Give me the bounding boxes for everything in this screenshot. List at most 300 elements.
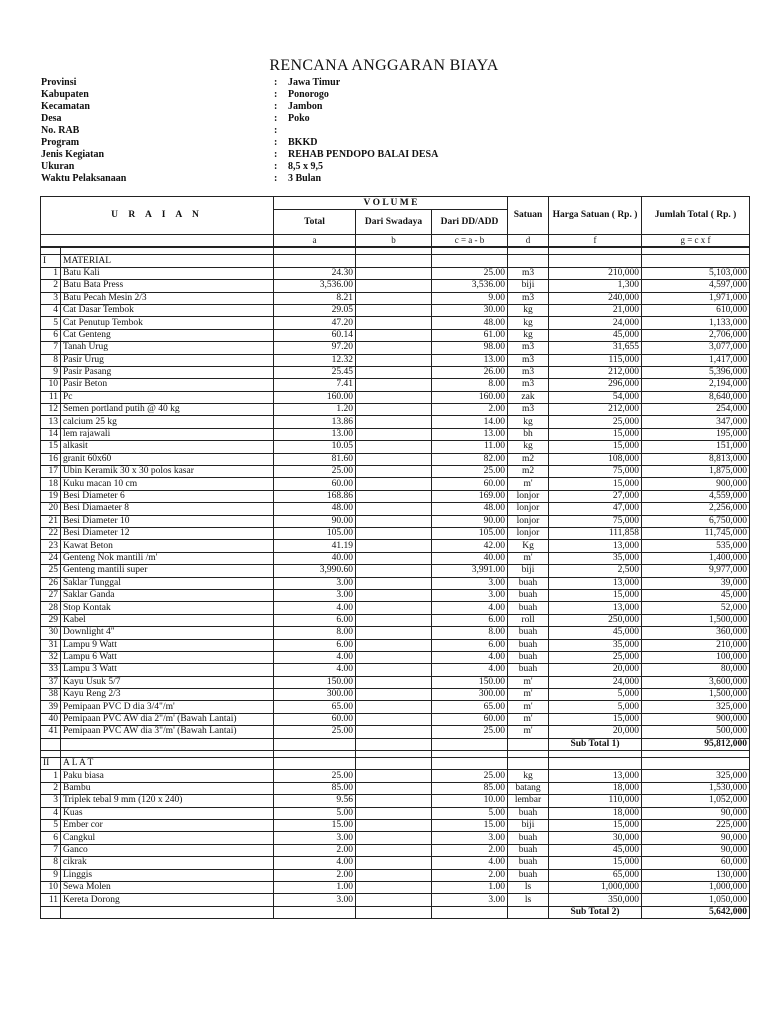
item-jumlah: 90,000 (642, 844, 750, 856)
item-dd: 30.00 (432, 304, 508, 316)
item-dd: 4.00 (432, 602, 508, 614)
item-dd: 40.00 (432, 552, 508, 564)
spacer-cell (642, 751, 750, 758)
subtotal-row (41, 906, 750, 918)
item-no: 38 (41, 689, 61, 701)
item-no: 14 (41, 428, 61, 440)
item-jumlah: 3,600,000 (642, 676, 750, 688)
item-total: 3,536.00 (274, 280, 356, 292)
item-total: 3.00 (274, 894, 356, 906)
item-dd: 25.00 (432, 770, 508, 782)
item-dd: 4.00 (432, 664, 508, 676)
item-total: 168.86 (274, 490, 356, 502)
spacer-cell (356, 751, 432, 758)
item-satuan: buah (508, 664, 549, 676)
item-uraian: Ubin Keramik 30 x 30 polos kasar (61, 466, 274, 478)
item-jumlah: 210,000 (642, 639, 750, 651)
item-dd: 90.00 (432, 515, 508, 527)
item-swadaya (356, 795, 432, 807)
header-letter: b (356, 235, 432, 248)
item-no: 8 (41, 857, 61, 869)
item-harga: 25,000 (549, 416, 642, 428)
item-dd: 42.00 (432, 540, 508, 552)
item-harga: 75,000 (549, 466, 642, 478)
item-satuan: kg (508, 416, 549, 428)
table-row (41, 782, 750, 794)
table-row (41, 627, 750, 639)
header-dari-swadaya: Dari Swadaya (356, 210, 432, 235)
item-dd: 4.00 (432, 857, 508, 869)
info-value: 8,5 x 9,5 (288, 161, 323, 172)
item-uraian: Batu Pecah Mesin 2/3 (61, 292, 274, 304)
item-harga: 47,000 (549, 503, 642, 515)
item-harga: 20,000 (549, 664, 642, 676)
empty-cell (549, 758, 642, 770)
item-dd: 10.00 (432, 795, 508, 807)
item-swadaya (356, 565, 432, 577)
item-uraian: Pemipaan PVC AW dia 3"/m' (Bawah Lantai) (61, 726, 274, 738)
item-satuan: m' (508, 689, 549, 701)
header-letter: g = c x f (642, 235, 750, 248)
item-uraian: cikrak (61, 857, 274, 869)
header-harga-satuan: Harga Satuan ( Rp. ) (549, 197, 642, 235)
table-row (41, 676, 750, 688)
empty-cell (41, 738, 61, 750)
item-harga: 2,500 (549, 565, 642, 577)
item-total: 10.05 (274, 441, 356, 453)
item-total: 65.00 (274, 701, 356, 713)
table-row (41, 503, 750, 515)
item-swadaya (356, 441, 432, 453)
item-dd: 48.00 (432, 317, 508, 329)
item-harga: 111,858 (549, 527, 642, 539)
item-swadaya (356, 819, 432, 831)
item-dd: 3.00 (432, 832, 508, 844)
item-harga: 210,000 (549, 267, 642, 279)
item-dd: 169.00 (432, 490, 508, 502)
item-uraian: Pasir Urug (61, 354, 274, 366)
item-dd: 98.00 (432, 342, 508, 354)
item-swadaya (356, 857, 432, 869)
item-jumlah: 1,000,000 (642, 881, 750, 893)
item-swadaya (356, 689, 432, 701)
item-harga: 21,000 (549, 304, 642, 316)
item-jumlah: 225,000 (642, 819, 750, 831)
item-total: 3.00 (274, 832, 356, 844)
item-dd: 6.00 (432, 639, 508, 651)
item-dd: 4.00 (432, 651, 508, 663)
info-colon: : (274, 113, 278, 124)
item-swadaya (356, 317, 432, 329)
item-total: 13.00 (274, 428, 356, 440)
item-no: 9 (41, 869, 61, 881)
item-dd: 3.00 (432, 894, 508, 906)
item-harga: 18,000 (549, 782, 642, 794)
info-value: 3 Bulan (288, 173, 322, 184)
header-uraian: U R A I A N (41, 197, 274, 235)
item-swadaya (356, 881, 432, 893)
info-colon: : (274, 101, 278, 112)
item-harga: 35,000 (549, 639, 642, 651)
item-satuan: lonjor (508, 527, 549, 539)
item-dd: 82.00 (432, 453, 508, 465)
item-no: 1 (41, 267, 61, 279)
table-row (41, 651, 750, 663)
item-swadaya (356, 770, 432, 782)
empty-cell (274, 738, 356, 750)
item-uraian: Pasir Beton (61, 379, 274, 391)
item-satuan: m3 (508, 342, 549, 354)
item-no: 10 (41, 881, 61, 893)
item-swadaya (356, 577, 432, 589)
info-colon: : (274, 125, 278, 136)
item-total: 47.20 (274, 317, 356, 329)
item-total: 60.14 (274, 329, 356, 341)
item-harga: 45,000 (549, 329, 642, 341)
table-row (41, 819, 750, 831)
table-row (41, 317, 750, 329)
info-value: Poko (288, 113, 310, 124)
item-uraian: Saklar Tunggal (61, 577, 274, 589)
item-swadaya (356, 627, 432, 639)
item-satuan: buah (508, 807, 549, 819)
item-satuan: buah (508, 844, 549, 856)
item-no: 25 (41, 565, 61, 577)
spacer-cell (508, 247, 549, 255)
item-swadaya (356, 366, 432, 378)
item-jumlah: 100,000 (642, 651, 750, 663)
item-satuan: kg (508, 441, 549, 453)
item-harga: 108,000 (549, 453, 642, 465)
item-dd: 48.00 (432, 503, 508, 515)
item-jumlah: 90,000 (642, 807, 750, 819)
item-satuan: m3 (508, 267, 549, 279)
item-harga: 13,000 (549, 602, 642, 614)
item-jumlah: 1,050,000 (642, 894, 750, 906)
item-satuan: m3 (508, 404, 549, 416)
item-harga: 1,300 (549, 280, 642, 292)
spacer-cell (549, 247, 642, 255)
empty-cell (356, 906, 432, 918)
item-uraian: Cat Dasar Tembok (61, 304, 274, 316)
table-row (41, 726, 750, 738)
empty-cell (274, 255, 356, 267)
item-satuan: m2 (508, 466, 549, 478)
item-total: 13.86 (274, 416, 356, 428)
item-satuan: buah (508, 869, 549, 881)
item-jumlah: 195,000 (642, 428, 750, 440)
item-satuan: kg (508, 329, 549, 341)
item-total: 2.00 (274, 844, 356, 856)
item-swadaya (356, 894, 432, 906)
item-dd: 5.00 (432, 807, 508, 819)
item-jumlah: 360,000 (642, 627, 750, 639)
header-letter: c = a - b (432, 235, 508, 248)
item-jumlah: 4,559,000 (642, 490, 750, 502)
item-satuan: buah (508, 832, 549, 844)
item-harga: 115,000 (549, 354, 642, 366)
item-harga: 25,000 (549, 651, 642, 663)
info-label: Jenis Kegiatan (41, 149, 105, 160)
item-satuan: ls (508, 881, 549, 893)
item-no: 24 (41, 552, 61, 564)
item-dd: 9.00 (432, 292, 508, 304)
item-uraian: calcium 25 kg (61, 416, 274, 428)
item-harga: 296,000 (549, 379, 642, 391)
item-dd: 160.00 (432, 391, 508, 403)
item-uraian: Bambu (61, 782, 274, 794)
item-total: 1.00 (274, 881, 356, 893)
header-total: Total (274, 210, 356, 235)
item-uraian: Batu Kali (61, 267, 274, 279)
info-colon: : (274, 77, 278, 88)
item-uraian: Kawat Beton (61, 540, 274, 552)
item-satuan: buah (508, 651, 549, 663)
item-jumlah: 1,500,000 (642, 614, 750, 626)
item-no: 4 (41, 304, 61, 316)
item-swadaya (356, 478, 432, 490)
item-total: 4.00 (274, 664, 356, 676)
item-jumlah: 1,133,000 (642, 317, 750, 329)
table-row (41, 689, 750, 701)
item-dd: 61.00 (432, 329, 508, 341)
item-no: 11 (41, 391, 61, 403)
item-uraian: Lampu 3 Watt (61, 664, 274, 676)
item-harga: 45,000 (549, 844, 642, 856)
item-uraian: Kuku macan 10 cm (61, 478, 274, 490)
item-no: 20 (41, 503, 61, 515)
item-dd: 105.00 (432, 527, 508, 539)
item-total: 60.00 (274, 713, 356, 725)
item-swadaya (356, 503, 432, 515)
table-row (41, 857, 750, 869)
item-total: 9.56 (274, 795, 356, 807)
item-total: 4.00 (274, 857, 356, 869)
item-swadaya (356, 832, 432, 844)
table-row (41, 869, 750, 881)
item-no: 37 (41, 676, 61, 688)
info-colon: : (274, 137, 278, 148)
item-jumlah: 151,000 (642, 441, 750, 453)
spacer-cell (549, 751, 642, 758)
item-total: 6.00 (274, 614, 356, 626)
empty-cell (274, 758, 356, 770)
item-satuan: m3 (508, 292, 549, 304)
table-row (41, 565, 750, 577)
table-row (41, 701, 750, 713)
item-dd: 2.00 (432, 404, 508, 416)
budget-table (40, 196, 750, 919)
item-harga: 20,000 (549, 726, 642, 738)
table-row (41, 577, 750, 589)
item-harga: 15,000 (549, 589, 642, 601)
item-uraian: Linggis (61, 869, 274, 881)
item-dd: 13.00 (432, 354, 508, 366)
section-roman: II (41, 758, 61, 770)
item-swadaya (356, 639, 432, 651)
item-satuan: m' (508, 726, 549, 738)
item-jumlah: 325,000 (642, 770, 750, 782)
empty-cell (356, 255, 432, 267)
item-dd: 65.00 (432, 701, 508, 713)
item-uraian: Genteng mantili super (61, 565, 274, 577)
item-harga: 35,000 (549, 552, 642, 564)
item-swadaya (356, 540, 432, 552)
item-jumlah: 80,000 (642, 664, 750, 676)
item-harga: 13,000 (549, 577, 642, 589)
item-dd: 26.00 (432, 366, 508, 378)
item-swadaya (356, 466, 432, 478)
empty-cell (642, 255, 750, 267)
table-row (41, 404, 750, 416)
item-no: 22 (41, 527, 61, 539)
item-jumlah: 2,194,000 (642, 379, 750, 391)
spacer-cell (356, 247, 432, 255)
item-harga: 24,000 (549, 676, 642, 688)
info-row (41, 149, 438, 161)
item-satuan: kg (508, 317, 549, 329)
item-dd: 25.00 (432, 726, 508, 738)
item-total: 2.00 (274, 869, 356, 881)
item-total: 85.00 (274, 782, 356, 794)
item-uraian: Stop Kontak (61, 602, 274, 614)
item-uraian: Tanah Urug (61, 342, 274, 354)
item-total: 25.00 (274, 726, 356, 738)
item-harga: 212,000 (549, 404, 642, 416)
item-swadaya (356, 782, 432, 794)
item-swadaya (356, 391, 432, 403)
item-no: 11 (41, 894, 61, 906)
empty-cell (274, 906, 356, 918)
item-satuan: m3 (508, 354, 549, 366)
table-row (41, 428, 750, 440)
item-no: 9 (41, 366, 61, 378)
item-satuan: m' (508, 676, 549, 688)
table-row (41, 391, 750, 403)
header-letter-blank (41, 235, 274, 248)
info-label: Program (41, 137, 80, 148)
item-jumlah: 1,971,000 (642, 292, 750, 304)
table-row (41, 832, 750, 844)
empty-cell (432, 255, 508, 267)
item-satuan: buah (508, 627, 549, 639)
item-harga: 15,000 (549, 713, 642, 725)
item-swadaya (356, 726, 432, 738)
info-row (41, 113, 438, 125)
item-swadaya (356, 807, 432, 819)
item-jumlah: 1,875,000 (642, 466, 750, 478)
item-dd: 13.00 (432, 428, 508, 440)
empty-cell (642, 758, 750, 770)
item-dd: 3.00 (432, 589, 508, 601)
info-row (41, 173, 438, 185)
item-swadaya (356, 515, 432, 527)
table-row (41, 354, 750, 366)
item-total: 60.00 (274, 478, 356, 490)
item-satuan: buah (508, 639, 549, 651)
item-no: 31 (41, 639, 61, 651)
item-uraian: Besi Diamaeter 8 (61, 503, 274, 515)
item-swadaya (356, 280, 432, 292)
item-jumlah: 347,000 (642, 416, 750, 428)
item-swadaya (356, 404, 432, 416)
table-row (41, 664, 750, 676)
item-uraian: Pc (61, 391, 274, 403)
table-row (41, 639, 750, 651)
item-harga: 31,655 (549, 342, 642, 354)
item-swadaya (356, 552, 432, 564)
item-no: 18 (41, 478, 61, 490)
item-swadaya (356, 453, 432, 465)
item-jumlah: 52,000 (642, 602, 750, 614)
item-jumlah: 1,500,000 (642, 689, 750, 701)
item-harga: 15,000 (549, 819, 642, 831)
item-dd: 14.00 (432, 416, 508, 428)
item-uraian: Pasir Pasang (61, 366, 274, 378)
section-roman: I (41, 255, 61, 267)
item-harga: 65,000 (549, 869, 642, 881)
item-no: 41 (41, 726, 61, 738)
table-row (41, 416, 750, 428)
item-satuan: m2 (508, 453, 549, 465)
item-dd: 25.00 (432, 466, 508, 478)
item-total: 160.00 (274, 391, 356, 403)
item-total: 300.00 (274, 689, 356, 701)
table-row (41, 379, 750, 391)
item-swadaya (356, 664, 432, 676)
item-total: 25.00 (274, 770, 356, 782)
table-row (41, 453, 750, 465)
info-colon: : (274, 89, 278, 100)
item-harga: 15,000 (549, 441, 642, 453)
item-no: 3 (41, 795, 61, 807)
item-no: 40 (41, 713, 61, 725)
item-swadaya (356, 379, 432, 391)
item-uraian: Cat Penutup Tembok (61, 317, 274, 329)
info-colon: : (274, 173, 278, 184)
item-swadaya (356, 342, 432, 354)
item-harga: 250,000 (549, 614, 642, 626)
item-harga: 15,000 (549, 478, 642, 490)
header-jumlah-total: Jumlah Total ( Rp. ) (642, 197, 750, 235)
item-uraian: Kayu Usuk 5/7 (61, 676, 274, 688)
item-swadaya (356, 602, 432, 614)
item-dd: 8.00 (432, 627, 508, 639)
table-row (41, 329, 750, 341)
info-label: Kabupaten (41, 89, 89, 100)
item-dd: 1.00 (432, 881, 508, 893)
item-uraian: Cangkul (61, 832, 274, 844)
item-no: 13 (41, 416, 61, 428)
item-total: 24.30 (274, 267, 356, 279)
item-no: 6 (41, 832, 61, 844)
info-value: Jawa Timur (288, 77, 341, 88)
item-jumlah: 130,000 (642, 869, 750, 881)
table-row (41, 614, 750, 626)
item-jumlah: 254,000 (642, 404, 750, 416)
item-jumlah: 2,706,000 (642, 329, 750, 341)
spacer-cell (41, 751, 61, 758)
table-row (41, 366, 750, 378)
item-swadaya (356, 490, 432, 502)
item-jumlah: 9,977,000 (642, 565, 750, 577)
subtotal-label: Sub Total 2) (549, 906, 642, 918)
item-dd: 85.00 (432, 782, 508, 794)
spacer-cell (432, 247, 508, 255)
item-no: 12 (41, 404, 61, 416)
item-jumlah: 3,077,000 (642, 342, 750, 354)
item-satuan: kg (508, 770, 549, 782)
